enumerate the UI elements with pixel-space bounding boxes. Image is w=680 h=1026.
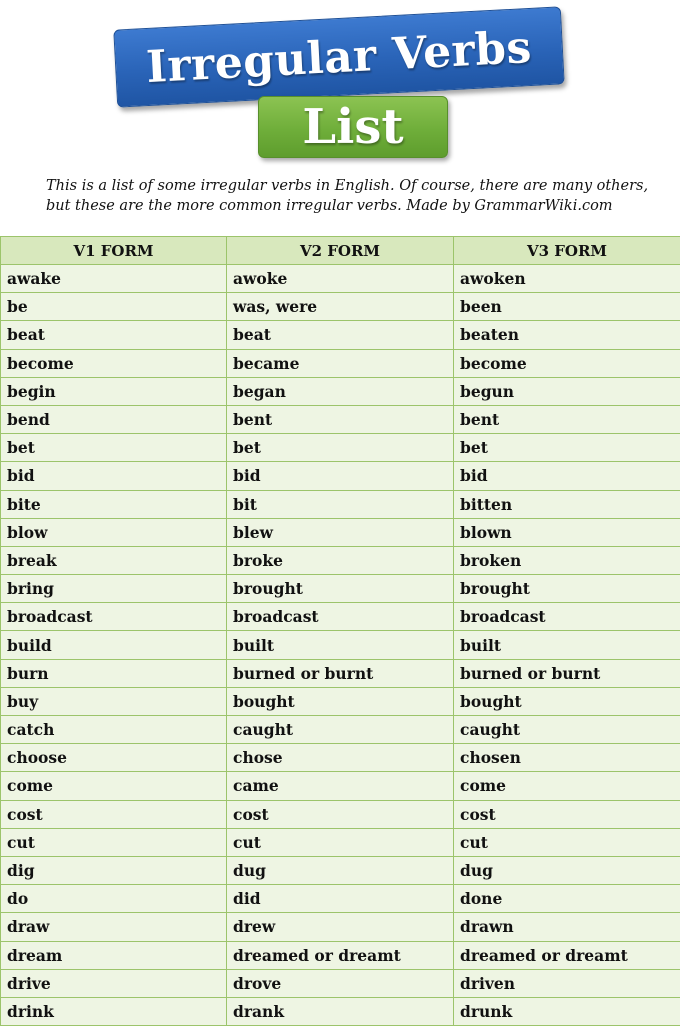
- v2-cell: drove: [227, 969, 454, 997]
- v2-cell: came: [227, 772, 454, 800]
- v2-cell: began: [227, 377, 454, 405]
- v3-cell: bet: [454, 434, 680, 462]
- v1-cell: build: [1, 631, 227, 659]
- table-row: [1, 377, 680, 405]
- intro-text: [46, 176, 666, 216]
- table-row: [1, 744, 680, 772]
- v1-cell: do: [1, 885, 227, 913]
- v3-cell: become: [454, 349, 680, 377]
- v3-cell: drawn: [454, 913, 680, 941]
- table-row: [1, 687, 680, 715]
- v1-cell: broadcast: [1, 603, 227, 631]
- v2-cell: blew: [227, 518, 454, 546]
- v3-cell: done: [454, 885, 680, 913]
- v2-cell: caught: [227, 716, 454, 744]
- table-row: [1, 828, 680, 856]
- v2-cell: drew: [227, 913, 454, 941]
- v3-cell: been: [454, 293, 680, 321]
- v1-cell: cut: [1, 828, 227, 856]
- v3-cell: broadcast: [454, 603, 680, 631]
- v3-cell: come: [454, 772, 680, 800]
- table-row: [1, 997, 680, 1025]
- table-row: [1, 913, 680, 941]
- table-row: [1, 405, 680, 433]
- v1-cell: burn: [1, 659, 227, 687]
- table-row: [1, 321, 680, 349]
- v1-cell: awake: [1, 265, 227, 293]
- column-header-v3: V3 FORM: [454, 237, 680, 265]
- v1-cell: break: [1, 546, 227, 574]
- v1-cell: dream: [1, 941, 227, 969]
- v3-cell: bitten: [454, 490, 680, 518]
- v1-cell: buy: [1, 687, 227, 715]
- v2-cell: did: [227, 885, 454, 913]
- table-row: [1, 800, 680, 828]
- table-row: [1, 490, 680, 518]
- v2-cell: brought: [227, 575, 454, 603]
- v2-cell: became: [227, 349, 454, 377]
- v2-cell: beat: [227, 321, 454, 349]
- table-row: [1, 518, 680, 546]
- v2-cell: bent: [227, 405, 454, 433]
- v1-cell: bite: [1, 490, 227, 518]
- table-row: [1, 885, 680, 913]
- v3-cell: brought: [454, 575, 680, 603]
- v2-cell: bought: [227, 687, 454, 715]
- table-row: [1, 603, 680, 631]
- intro-line-2: but these are the more common irregular verbs. Made by GrammarWiki.com: [46, 196, 666, 216]
- v1-cell: drink: [1, 997, 227, 1025]
- v3-cell: broken: [454, 546, 680, 574]
- v2-cell: awoke: [227, 265, 454, 293]
- column-header-v1: V1 FORM: [1, 237, 227, 265]
- table-row: [1, 434, 680, 462]
- v3-cell: begun: [454, 377, 680, 405]
- intro-line-1: This is a list of some irregular verbs in English. Of course, there are many others,: [46, 176, 666, 196]
- v3-cell: burned or burnt: [454, 659, 680, 687]
- v1-cell: be: [1, 293, 227, 321]
- v3-cell: dug: [454, 856, 680, 884]
- table-row: [1, 265, 680, 293]
- v3-cell: built: [454, 631, 680, 659]
- table-row: [1, 772, 680, 800]
- v3-cell: chosen: [454, 744, 680, 772]
- table-header-row: [1, 237, 680, 265]
- table-row: [1, 941, 680, 969]
- v2-cell: dreamed or dreamt: [227, 941, 454, 969]
- v2-cell: broadcast: [227, 603, 454, 631]
- v1-cell: come: [1, 772, 227, 800]
- table-row: [1, 546, 680, 574]
- v2-cell: chose: [227, 744, 454, 772]
- v3-cell: blown: [454, 518, 680, 546]
- v1-cell: choose: [1, 744, 227, 772]
- v3-cell: caught: [454, 716, 680, 744]
- v1-cell: bring: [1, 575, 227, 603]
- v2-cell: built: [227, 631, 454, 659]
- v2-cell: cost: [227, 800, 454, 828]
- verb-table: [0, 236, 680, 1026]
- v3-cell: awoken: [454, 265, 680, 293]
- v2-cell: bit: [227, 490, 454, 518]
- table-row: [1, 969, 680, 997]
- table-row: [1, 462, 680, 490]
- table-row: [1, 631, 680, 659]
- v3-cell: beaten: [454, 321, 680, 349]
- v2-cell: dug: [227, 856, 454, 884]
- v1-cell: catch: [1, 716, 227, 744]
- v2-cell: burned or burnt: [227, 659, 454, 687]
- v2-cell: drank: [227, 997, 454, 1025]
- v3-cell: bent: [454, 405, 680, 433]
- table-row: [1, 575, 680, 603]
- v1-cell: bid: [1, 462, 227, 490]
- v1-cell: drive: [1, 969, 227, 997]
- v1-cell: bet: [1, 434, 227, 462]
- v2-cell: bet: [227, 434, 454, 462]
- v1-cell: draw: [1, 913, 227, 941]
- table-row: [1, 659, 680, 687]
- v3-cell: driven: [454, 969, 680, 997]
- v3-cell: bid: [454, 462, 680, 490]
- v1-cell: beat: [1, 321, 227, 349]
- v3-cell: cut: [454, 828, 680, 856]
- v1-cell: become: [1, 349, 227, 377]
- table-row: [1, 856, 680, 884]
- table-row: [1, 349, 680, 377]
- title-banner: Irregular Verbs: [113, 6, 564, 107]
- v1-cell: blow: [1, 518, 227, 546]
- verb-table-body: [1, 265, 680, 1026]
- v1-cell: begin: [1, 377, 227, 405]
- column-header-v2: V2 FORM: [227, 237, 454, 265]
- v3-cell: drunk: [454, 997, 680, 1025]
- table-row: [1, 716, 680, 744]
- table-row: [1, 293, 680, 321]
- v3-cell: cost: [454, 800, 680, 828]
- v3-cell: dreamed or dreamt: [454, 941, 680, 969]
- v2-cell: bid: [227, 462, 454, 490]
- v1-cell: bend: [1, 405, 227, 433]
- subtitle-banner: List: [258, 96, 448, 158]
- v3-cell: bought: [454, 687, 680, 715]
- v1-cell: cost: [1, 800, 227, 828]
- v2-cell: cut: [227, 828, 454, 856]
- v2-cell: was, were: [227, 293, 454, 321]
- v2-cell: broke: [227, 546, 454, 574]
- v1-cell: dig: [1, 856, 227, 884]
